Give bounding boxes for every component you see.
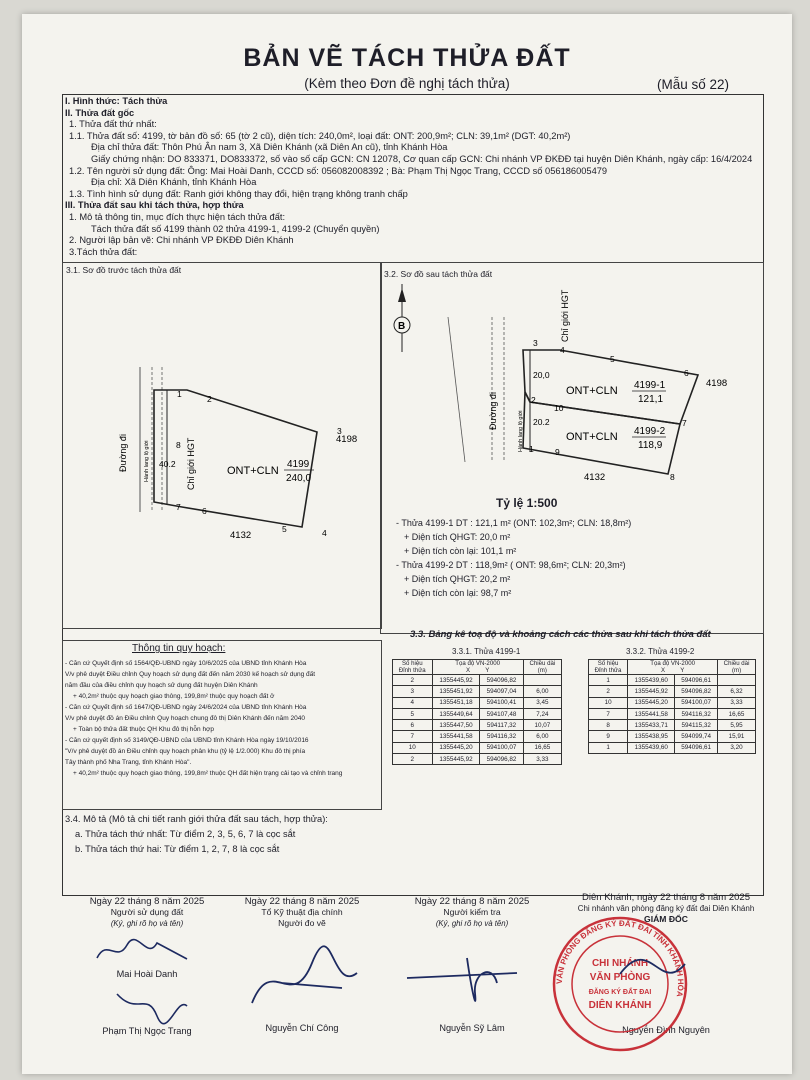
info-line: 1. Mô tả thông tin, mục đích thực hiện tách thửa đất: (69, 211, 286, 222)
table-cell: 2 (393, 675, 433, 686)
table-cell: 594099,74 (675, 731, 718, 742)
info-line: Địa chỉ: Xã Diên Khánh, tỉnh Khánh Hòa (91, 177, 257, 188)
table-row (393, 697, 562, 708)
signature-date: Ngày 22 tháng 8 năm 2025 (414, 896, 530, 907)
signature-scribble (87, 933, 207, 969)
neighbor-4198: 4198 (706, 378, 728, 389)
table-cell: 6 (393, 720, 433, 731)
planning-line: V/v phê duyệt Điều chỉnh Quy hoạch sử dụng đất đến năm 2030 kế hoạch sử dụng đất (65, 671, 316, 678)
signer-name: Nguyễn Chí Công (265, 1023, 339, 1033)
planning-line: - Căn cứ Quyết định số 1647/QĐ-UBND ngày 24/6/2024 của UBND tỉnh Khánh Hòa (65, 704, 307, 711)
table-row (393, 708, 562, 719)
table-row (393, 742, 562, 753)
info-line: 1.3. Tình hình sử dụng đất: Ranh giới không thay đổi, hiện trạng không tranh chấp (69, 188, 408, 199)
signer-name: Mai Hoài Danh (116, 969, 178, 979)
table-cell: 1355445,20 (432, 742, 480, 753)
vertex-label: 2 (531, 395, 536, 405)
signature-role: Tổ Kỹ thuật địa chính (261, 907, 343, 917)
table-cell: 594107,48 (480, 708, 523, 719)
table-cell: 1 (589, 675, 628, 686)
road-label: Đường đi (118, 434, 128, 472)
vertex-label: 6 (684, 368, 689, 378)
vertex-label: 7 (176, 502, 181, 512)
table-row (393, 731, 562, 742)
info-line: 1.2. Tên người sử dụng đất: Ông: Mai Hoài Danh, CCCD số: 056082008392 ; Bà: Phạm Thị Ngọc Trang, CCCD số 056186005479 (69, 165, 608, 176)
parcel-type-label: ONT+CLN (227, 465, 279, 477)
road-edge (448, 317, 465, 462)
table-cell: 594096,82 (480, 675, 523, 686)
coords-heading: 3.3. Bảng kê toạ độ và khoảng cách các thửa sau khi tách thửa đất (410, 629, 711, 640)
safety-label: Hành lang lộ giới (144, 440, 150, 482)
table-cell: 8 (589, 720, 628, 731)
planning-line: - Căn cứ quyết định số 3149/QĐ-UBND của UBND tỉnh Khánh Hòa ngày 19/10/2016 (65, 737, 309, 744)
table2-title: 3.3.2. Thửa 4199-2 (626, 647, 695, 656)
office-stamp (550, 914, 690, 1054)
stamp-text: DIÊN KHÁNH (588, 1000, 652, 1011)
header-cell: Số hiệu Đỉnh thửa (589, 660, 628, 675)
area-summary (396, 516, 631, 600)
table-cell: 9 (589, 731, 628, 742)
safety-label: Hành lang lộ giới (518, 410, 524, 452)
table-cell: 1355447,50 (432, 720, 480, 731)
table-cell: 3,33 (523, 754, 561, 765)
table-row (393, 686, 562, 697)
signer-name: Nguyễn Sỹ Lâm (439, 1023, 505, 1033)
neighbor-4132: 4132 (584, 472, 606, 483)
header-cell: Tọa độ VN-2000 X Y (432, 660, 523, 675)
table-cell: 10 (393, 742, 433, 753)
table-row (589, 720, 756, 731)
width-label: 40.2 (159, 459, 176, 469)
table-cell: 6,00 (523, 731, 561, 742)
parcel-b-number: 4199-2 (634, 426, 666, 437)
parcel-b-area: 118,9 (638, 440, 663, 451)
table-cell: 1355445,92 (628, 686, 675, 697)
table-cell: 3,20 (718, 742, 756, 753)
table-cell: 2 (589, 686, 628, 697)
table-row (589, 708, 756, 719)
signature-date: Ngày 22 tháng 8 năm 2025 (89, 896, 205, 907)
stamp-text: ĐĂNG KÝ ĐẤT ĐAI (588, 989, 652, 996)
table-cell: 16,65 (523, 742, 561, 753)
table-cell: 594097,04 (480, 686, 523, 697)
planning-line: + Toàn bộ thửa đất thuộc QH Khu đô thị hỗn hợp (73, 726, 214, 733)
vertex-label: 2 (207, 394, 212, 404)
stamp-text: CHI NHÁNH (591, 958, 649, 969)
info-line: 2. Người lập bản vẽ: Chi nhánh VP ĐKĐĐ Diên Khánh (69, 235, 294, 246)
table-cell: 594116,32 (675, 708, 718, 719)
parcel-info (65, 96, 752, 258)
table-cell: 3,45 (523, 697, 561, 708)
parcel-a-type: ONT+CLN (566, 385, 618, 397)
area-line: + Diện tích còn lại: 101,1 m² (404, 546, 517, 556)
table-cell: 1355439,60 (628, 675, 675, 686)
header-cell: Chiều dài (m) (523, 660, 561, 675)
vertex-label: 7 (682, 418, 687, 428)
info-line: 1. Thửa đất thứ nhất: (69, 119, 157, 130)
parcel-a-number: 4199-1 (634, 380, 666, 391)
document-subtitle: (Kèm theo Đơn đề nghị tách thửa) (304, 76, 510, 91)
signature-role: Người kiểm tra (443, 907, 501, 917)
table-cell: 6,32 (718, 686, 756, 697)
table-cell: 594100,07 (480, 742, 523, 753)
vertex-label: 8 (670, 472, 675, 482)
table-cell: 1 (589, 742, 628, 753)
table-cell: 3,33 (718, 697, 756, 708)
table-cell: 7 (393, 731, 433, 742)
vertex-label: 8 (176, 440, 181, 450)
table-row (393, 754, 562, 765)
hgt-label: Chỉ giới HGT (186, 437, 196, 490)
area-line: + Diện tích còn lại: 98,7 m² (404, 588, 512, 598)
signature-scribble (97, 986, 197, 1026)
signature-note: (Ký, ghi rõ họ và tên) (435, 919, 509, 928)
signature-role: Người sử dụng đất (110, 907, 184, 917)
table-cell: 594096,61 (675, 742, 718, 753)
table-cell: 5,95 (718, 720, 756, 731)
hgt-label: Chỉ giới HGT (560, 289, 570, 342)
table1-title: 3.3.1. Thửa 4199-1 (452, 647, 521, 656)
document-sheet (22, 14, 792, 1074)
north-arrow-label: B (398, 321, 406, 332)
neighbor-4198: 4198 (336, 434, 358, 445)
width-label: 20.2 (533, 417, 550, 427)
vertex-label: 3 (337, 426, 342, 436)
coords-table-4199-1 (392, 659, 562, 765)
info-line: III. Thửa đất sau khi tách thửa, hợp thửa (65, 200, 244, 211)
signature-surveyor (217, 896, 387, 1034)
desc-line: b. Thửa tách thứ hai: Từ điểm 1, 2, 7, 8 là cọc sắt (75, 844, 280, 854)
info-line: Giấy chứng nhận: DO 833371, DO833372, số vào số cấp GCN: CN 12078, Cơ quan cấp GCN: Chi nhánh VP ĐKĐĐ tại huyện Diên Khánh, ngày cấp: 16/4/2024 (91, 153, 753, 164)
vertex-label: 3 (533, 338, 538, 348)
table-row (589, 686, 756, 697)
boundary-description (65, 812, 328, 857)
scale-label: Tỷ lệ 1:500 (496, 496, 558, 510)
table-cell (523, 675, 561, 686)
table-row (589, 742, 756, 753)
planning-line: + 40,2m² thuộc quy hoạch giao thông, 199,8m² thuộc quy hoạch đất ở (73, 693, 275, 700)
vertex-label: 1 (177, 389, 182, 399)
document-title: BẢN VẼ TÁCH THỬA ĐẤT (243, 44, 571, 72)
header-cell: Tọa độ VN-2000 X Y (628, 660, 718, 675)
table-cell: 1355451,18 (432, 697, 480, 708)
form-number: (Mẫu số 22) (657, 77, 730, 92)
area-line: - Thửa 4199-2 DT : 118,9m² ( ONT: 98,6m²; CLN: 20,3m²) (396, 560, 626, 570)
signature-scribble (397, 943, 547, 1023)
signature-inspector (387, 896, 557, 1034)
table-cell: 1355441,58 (432, 731, 480, 742)
diagram-after (380, 262, 762, 512)
planning-line: năm đầu của điều chỉnh quy hoạch sử dụng đất huyện Diên Khánh (65, 682, 258, 689)
area-line: + Diện tích QHGT: 20,0 m² (404, 532, 511, 542)
info-line: 1.1. Thửa đất số: 4199, tờ bản đồ số: 65 (tờ 2 cũ), diện tích: 240,0m², loại đất: ONT: 200,9m²; CLN: 39,1m² (DGT: 40,2m²) (69, 130, 571, 141)
table-row (393, 720, 562, 731)
info-line: Tách thửa đất số 4199 thành 02 thửa 4199-1, 4199-2 (Chuyển quyền) (91, 223, 380, 234)
planning-text (65, 658, 342, 779)
signature-scribble (232, 943, 372, 1023)
vertex-label: 4 (560, 345, 565, 355)
signature-date: Ngày 22 tháng 8 năm 2025 (244, 896, 360, 907)
table-cell: 1355433,71 (628, 720, 675, 731)
planning-line: "V/v phê duyệt đồ án Điều chỉnh quy hoạch phân khu (tỷ lệ 1/2.000) Khu đô thị phía (65, 748, 306, 755)
planning-line: - Căn cứ Quyết định số 1564/QĐ-UBND ngày 10/6/2025 của UBND tỉnh Khánh Hòa (65, 660, 307, 667)
planning-line: + 40,2m² thuộc quy hoạch giao thông, 199,8m² thuộc QH đất hiện trạng cải tạo và chỉnh trang (73, 770, 343, 777)
stamp-ring-text: VĂN PHÒNG ĐĂNG KÝ ĐẤT ĐAI TỈNH KHÁNH HÒA (554, 918, 686, 998)
signature-note: (Ký, ghi rõ họ và tên) (110, 919, 184, 928)
table-cell: 10,07 (523, 720, 561, 731)
table-cell: 1355445,20 (628, 697, 675, 708)
table-cell: 594116,32 (480, 731, 523, 742)
planning-line: V/v phê duyệt đồ án Điều chỉnh Quy hoạch chung đô thị Diên Khánh đến năm 2040 (65, 715, 305, 722)
table-cell: 1355445,92 (432, 675, 480, 686)
table-cell: 5 (393, 708, 433, 719)
table-cell: 7 (589, 708, 628, 719)
info-line: 3.Tách thửa đất: (69, 246, 138, 257)
table-cell: 1355438,95 (628, 731, 675, 742)
table-cell: 1355441,58 (628, 708, 675, 719)
vertex-label: 5 (282, 524, 287, 534)
table-row (589, 731, 756, 742)
table-cell: 15,91 (718, 731, 756, 742)
table-cell: 594100,41 (480, 697, 523, 708)
vertex-label: 1 (529, 444, 534, 454)
vertex-label: 10 (554, 403, 564, 413)
road-label: Đường đi (488, 392, 498, 430)
table-cell: 10 (589, 697, 628, 708)
header-cell: Chiều dài (m) (718, 660, 756, 675)
table-cell: 1355449,64 (432, 708, 480, 719)
parcel-number: 4199 (287, 459, 310, 470)
parcel-b-type: ONT+CLN (566, 431, 618, 443)
diagram-before-heading: 3.1. Sơ đồ trước tách thửa đất (66, 265, 182, 275)
info-line: Địa chỉ thửa đất: Thôn Phú Ân nam 3, Xã Diên Khánh (xã Diên An cũ), tỉnh Khánh Hòa (91, 142, 448, 153)
table-cell: 2 (393, 754, 433, 765)
table-cell: 594096,82 (480, 754, 523, 765)
vertex-label: 9 (555, 447, 560, 457)
planning-line: Tây thành phố Nha Trang, tỉnh Khánh Hòa". (65, 759, 192, 766)
area-line: - Thửa 4199-1 DT : 121,1 m² (ONT: 102,3m²; CLN: 18,8m²) (396, 518, 632, 528)
north-arrow-head (398, 288, 406, 302)
diagram-after-heading: 3.2. Sơ đồ sau tách thửa đất (384, 269, 493, 279)
table-row (393, 675, 562, 686)
table-row (589, 675, 756, 686)
table-cell: 4 (393, 697, 433, 708)
signer-name: Phạm Thị Ngọc Trang (102, 1026, 192, 1036)
table-cell: 594096,61 (675, 675, 718, 686)
header-cell: Số hiệu Đỉnh thửa (393, 660, 433, 675)
info-line: II. Thửa đất gốc (65, 107, 135, 118)
signature-land-user (62, 896, 232, 1037)
info-line: I. Hình thức: Tách thửa (65, 96, 168, 106)
table-row (589, 697, 756, 708)
signature-date: Diên Khánh, ngày 22 tháng 8 năm 2025 (582, 892, 750, 903)
table-cell: 594115,32 (675, 720, 718, 731)
table-cell: 6,00 (523, 686, 561, 697)
desc-line: 3.4. Mô tả (Mô tả chi tiết ranh giới thửa đất sau tách, hợp thửa): (65, 814, 328, 824)
area-line: + Diện tích QHGT: 20,2 m² (404, 574, 511, 584)
table-cell: 3 (393, 686, 433, 697)
table-cell: 594100,07 (675, 697, 718, 708)
table-cell: 16,65 (718, 708, 756, 719)
signature-role: Người đo vẽ (278, 918, 326, 928)
parcel-a-area: 121,1 (638, 394, 664, 405)
desc-line: a. Thửa tách thứ nhất: Từ điểm 2, 3, 5, 6, 7 là cọc sắt (75, 829, 296, 839)
planning-heading: Thông tin quy hoạch: (132, 643, 226, 654)
vertex-label: 5 (610, 354, 615, 364)
table-cell: 7,24 (523, 708, 561, 719)
table-cell (718, 675, 756, 686)
parcel-area: 240,0 (286, 473, 312, 484)
diagram-before (62, 262, 380, 627)
neighbor-4132: 4132 (230, 530, 252, 541)
signature-role: Chi nhánh văn phòng đăng ký đất đai Diên Khánh (577, 904, 755, 913)
stamp-text: VĂN PHÒNG (589, 972, 651, 983)
table-cell: 594117,32 (480, 720, 523, 731)
table-cell: 1355451,92 (432, 686, 480, 697)
table-cell: 1355439,60 (628, 742, 675, 753)
signature-role: GIÁM ĐỐC (644, 914, 688, 924)
signer-name: Nguyễn Đình Nguyên (622, 1025, 710, 1035)
table-cell: 594096,82 (675, 686, 718, 697)
width-label: 20,0 (533, 370, 550, 380)
vertex-label: 4 (322, 528, 327, 538)
coords-table-4199-2 (588, 659, 756, 754)
vertex-label: 6 (202, 506, 207, 516)
table-cell: 1355445,92 (432, 754, 480, 765)
